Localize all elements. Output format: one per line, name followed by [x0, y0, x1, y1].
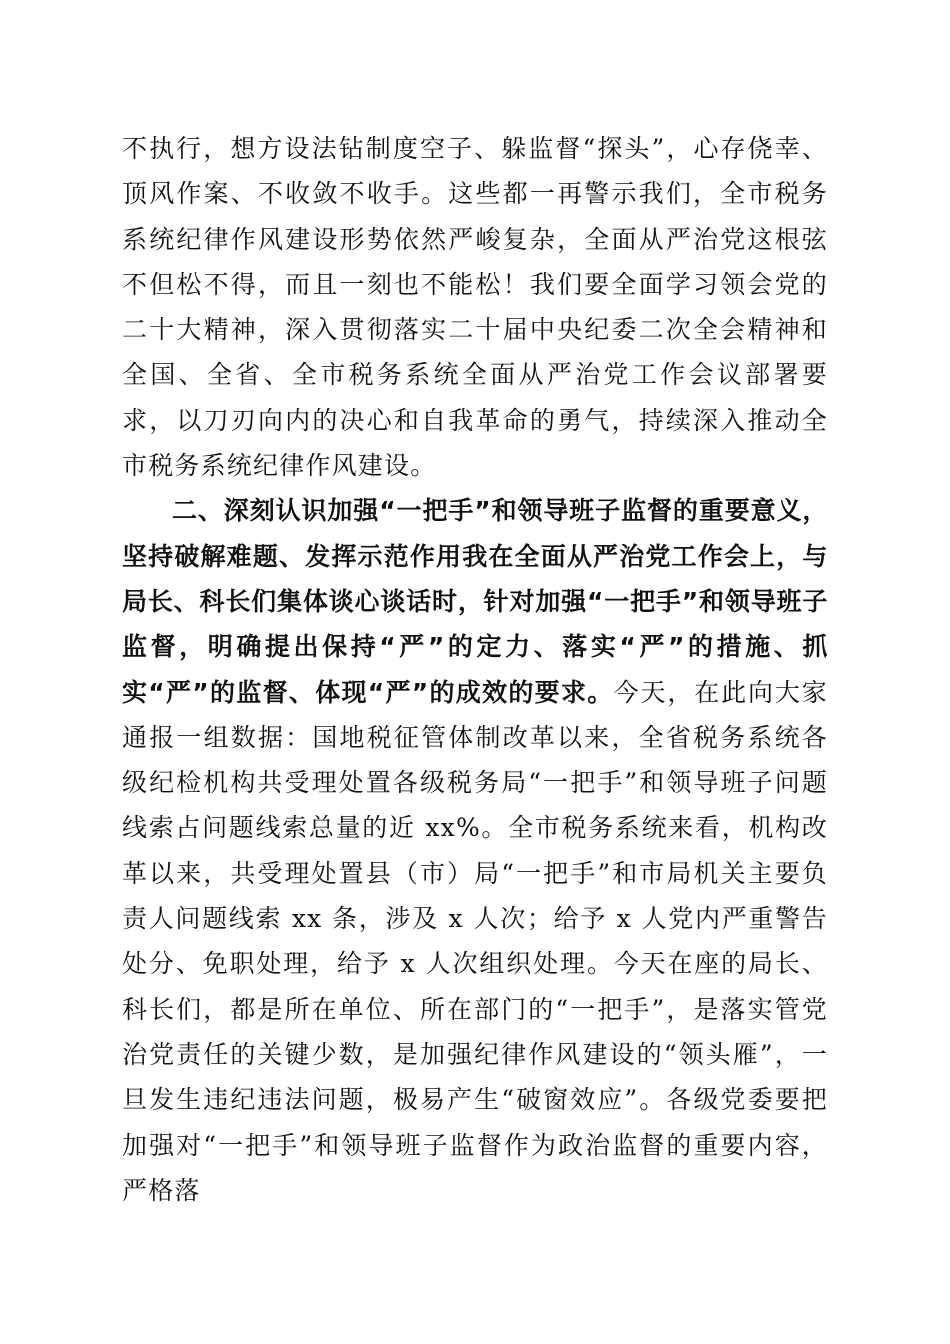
- section-two-paragraph: [122, 488, 828, 1213]
- paragraph-continuation: 不执行，想方设法钻制度空子、躲监督“探头”，心存侥幸、顶风作案、不收敛不收手。这些都一再警示我们，全市税务系统纪律作风建设形势依然严峻复杂，全面从严治党这根弦不但松不得，而且一刻也不能松！我们要全面学习领会党的二十大精神，深入贯彻落实二十届中央纪委二次全会精神和全国、全省、全市税务系统全面从严治党工作会议部署要求，以刀刃向内的决心和自我革命的勇气，持续深入推动全市税务系统纪律作风建设。: [122, 134, 828, 481]
- section-two-heading: 二、深刻认识加强“一把手”和领导班子监督的重要意义，坚持破解难题、发挥示范作用我在全面从严治党工作会上，与局长、科长们集体谈心谈话时，针对加强“一把手”和领导班子监督，明确提出保持“严”的定力、落实“严”的措施、抓实“严”的监督、体现“严”的成效的要求。: [122, 496, 828, 707]
- section-two-body: 今天，在此向大家通报一组数据：国地税征管体制改革以来，全省税务系统各级纪检机构共受理处置各级税务局“一把手”和领导班子问题线索占问题线索总量的近 xx%。全市税务系统来看，机构改革以来，共受理处置县（市）局“一把手”和市局机关主要负责人问题线索 xx 条，涉及 x 人次；给予 x 人党内严重警告处分、免职处理，给予 x 人次组织处理。今天在座的局长、科长们，都是所在单位、所在部门的“一把手”，是落实管党治党责任的关键少数，是加强纪律作风建设的“领头雁”，一旦发生违纪违法问题，极易产生“破窗效应”。各级党委要把加强对“一把手”和领导班子监督作为政治监督的重要内容，严格落: [122, 677, 828, 1205]
- document-body: [122, 126, 828, 1213]
